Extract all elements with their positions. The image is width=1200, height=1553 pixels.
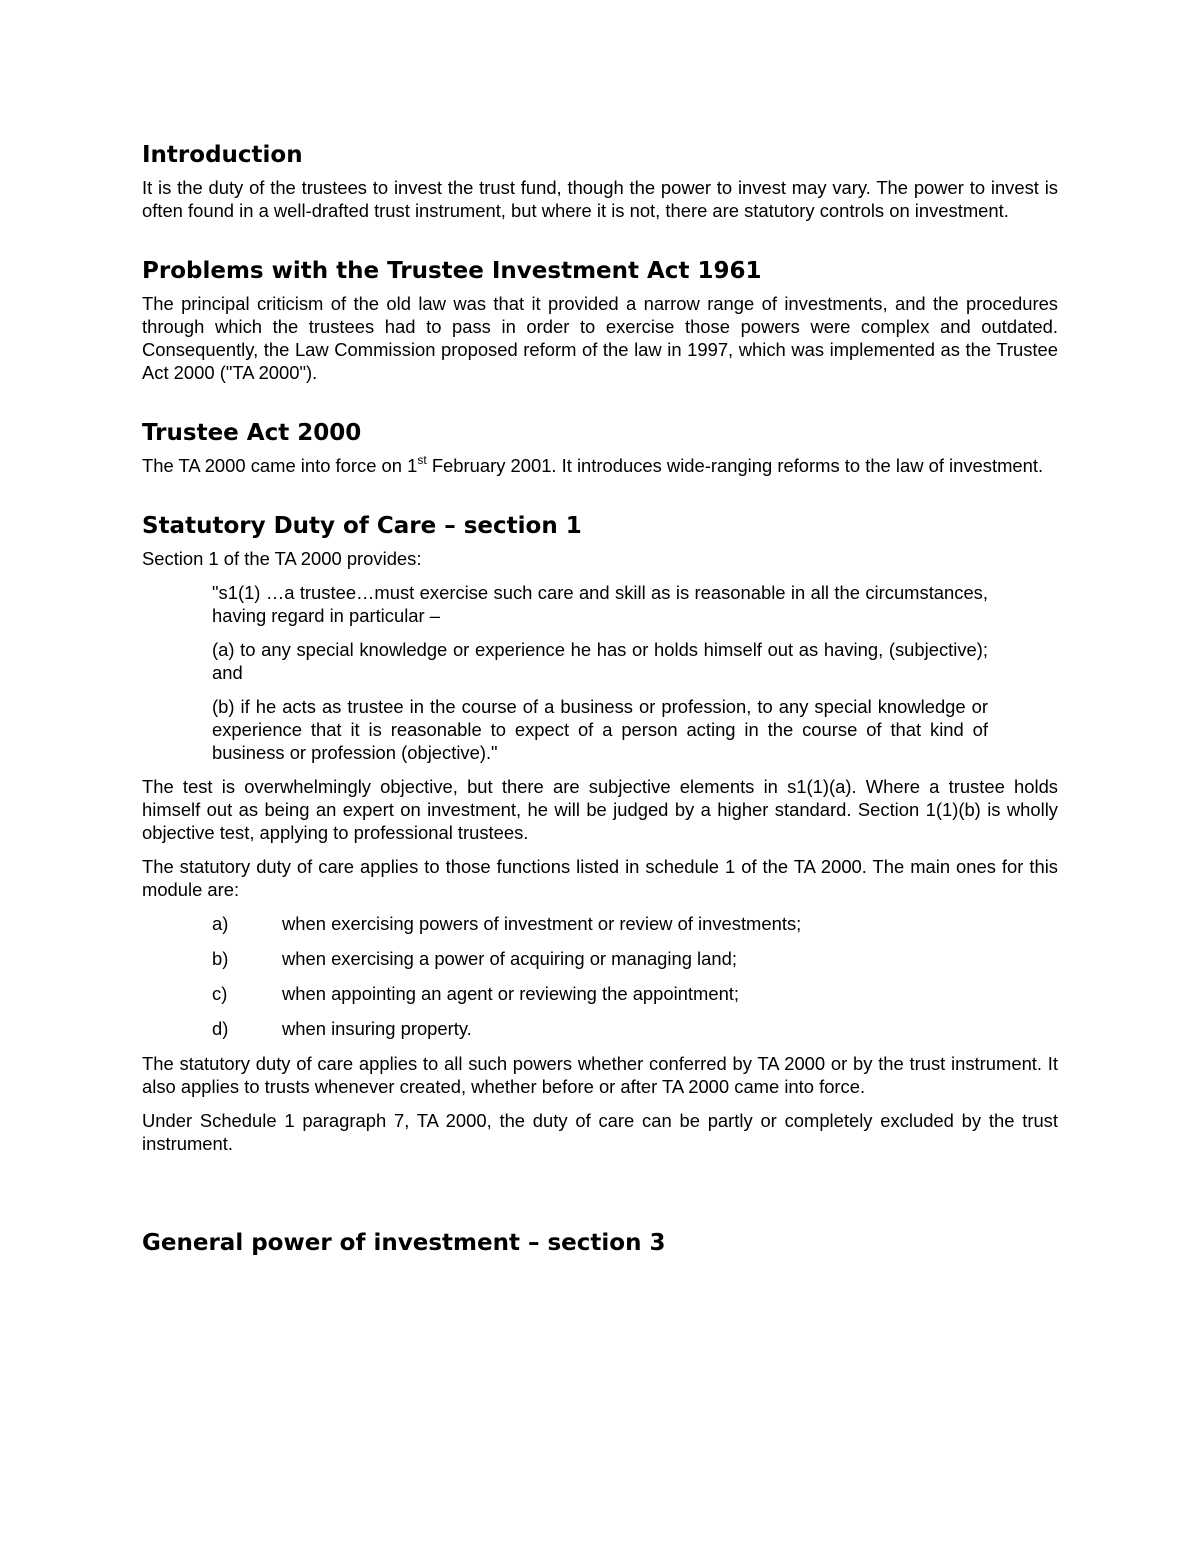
paragraph: The statutory duty of care applies to all such powers whether conferred by TA 2000 or by the trust instrument. It also applies to trusts whenever created, whether before or after TA 2000 came into force. [142, 1053, 1058, 1097]
section-introduction [142, 140, 1058, 222]
document-page [142, 140, 1058, 1264]
paragraph [142, 454, 1058, 477]
list-text: when appointing an agent or reviewing the appointment; [282, 983, 740, 1004]
list-text: when exercising powers of investment or review of investments; [282, 913, 802, 934]
list-marker: b) [212, 948, 229, 969]
paragraph: Section 1 of the TA 2000 provides: [142, 548, 422, 569]
heading-trustee-act: Trustee Act 2000 [142, 420, 362, 446]
list-text: when insuring property. [282, 1018, 472, 1039]
heading-introduction: Introduction [142, 142, 303, 168]
list-marker: a) [212, 913, 229, 934]
paragraph: Under Schedule 1 paragraph 7, TA 2000, the duty of care can be partly or completely excluded by the trust instrument. [142, 1110, 1058, 1154]
list-marker: d) [212, 1018, 229, 1039]
text-run: February 2001. It introduces wide-ranging reforms to the law of investment. [426, 455, 1044, 476]
section-problems [142, 256, 1058, 384]
list-item [212, 1017, 1058, 1040]
heading-duty-of-care: Statutory Duty of Care – section 1 [142, 513, 582, 539]
list-marker: c) [212, 983, 228, 1004]
block-quote [212, 581, 988, 764]
list-item [212, 947, 1058, 970]
functions-list [212, 912, 1058, 1040]
paragraph: It is the duty of the trustees to invest the trust fund, though the power to invest may vary. The power to invest is often found in a well-drafted trust instrument, but where it is not, there are statutory controls on investment. [142, 177, 1058, 221]
heading-problems: Problems with the Trustee Investment Act 1961 [142, 258, 762, 284]
paragraph: The test is overwhelmingly objective, but there are subjective elements in s1(1)(a). Where a trustee holds himself out as being an expert on investment, he will be judged by a higher standard. Section 1(1)(b) is wholly objective test, applying to professional trustees. [142, 776, 1058, 843]
section-duty-of-care [142, 511, 1058, 1155]
quote-paragraph: (b) if he acts as trustee in the course of a business or profession, to any special knowledge or experience that it is reasonable to expect of a person acting in the course of that kind of business or profession (objective)." [212, 696, 988, 763]
paragraph: The principal criticism of the old law was that it provided a narrow range of investments, and the procedures through which the trustees had to pass in order to exercise those powers were complex and outdated. Consequently, the Law Commission proposed reform of the law in 1997, which was implemented as the Trustee Act 2000 ("TA 2000"). [142, 293, 1058, 383]
superscript: st [417, 452, 427, 467]
spacer [142, 1166, 1058, 1228]
quote-paragraph: (a) to any special knowledge or experience he has or holds himself out as having, (subjective); and [212, 639, 988, 683]
text-run: The TA 2000 came into force on 1 [142, 455, 418, 476]
heading-general-power: General power of investment – section 3 [142, 1230, 666, 1256]
list-item [212, 982, 1058, 1005]
list-item [212, 912, 1058, 935]
list-text: when exercising a power of acquiring or managing land; [282, 948, 737, 969]
section-trustee-act [142, 418, 1058, 477]
section-general-power [142, 1228, 1058, 1258]
quote-paragraph: "s1(1) …a trustee…must exercise such care and skill as is reasonable in all the circumstances, having regard in particular – [212, 582, 988, 626]
paragraph: The statutory duty of care applies to those functions listed in schedule 1 of the TA 2000. The main ones for this module are: [142, 856, 1058, 900]
